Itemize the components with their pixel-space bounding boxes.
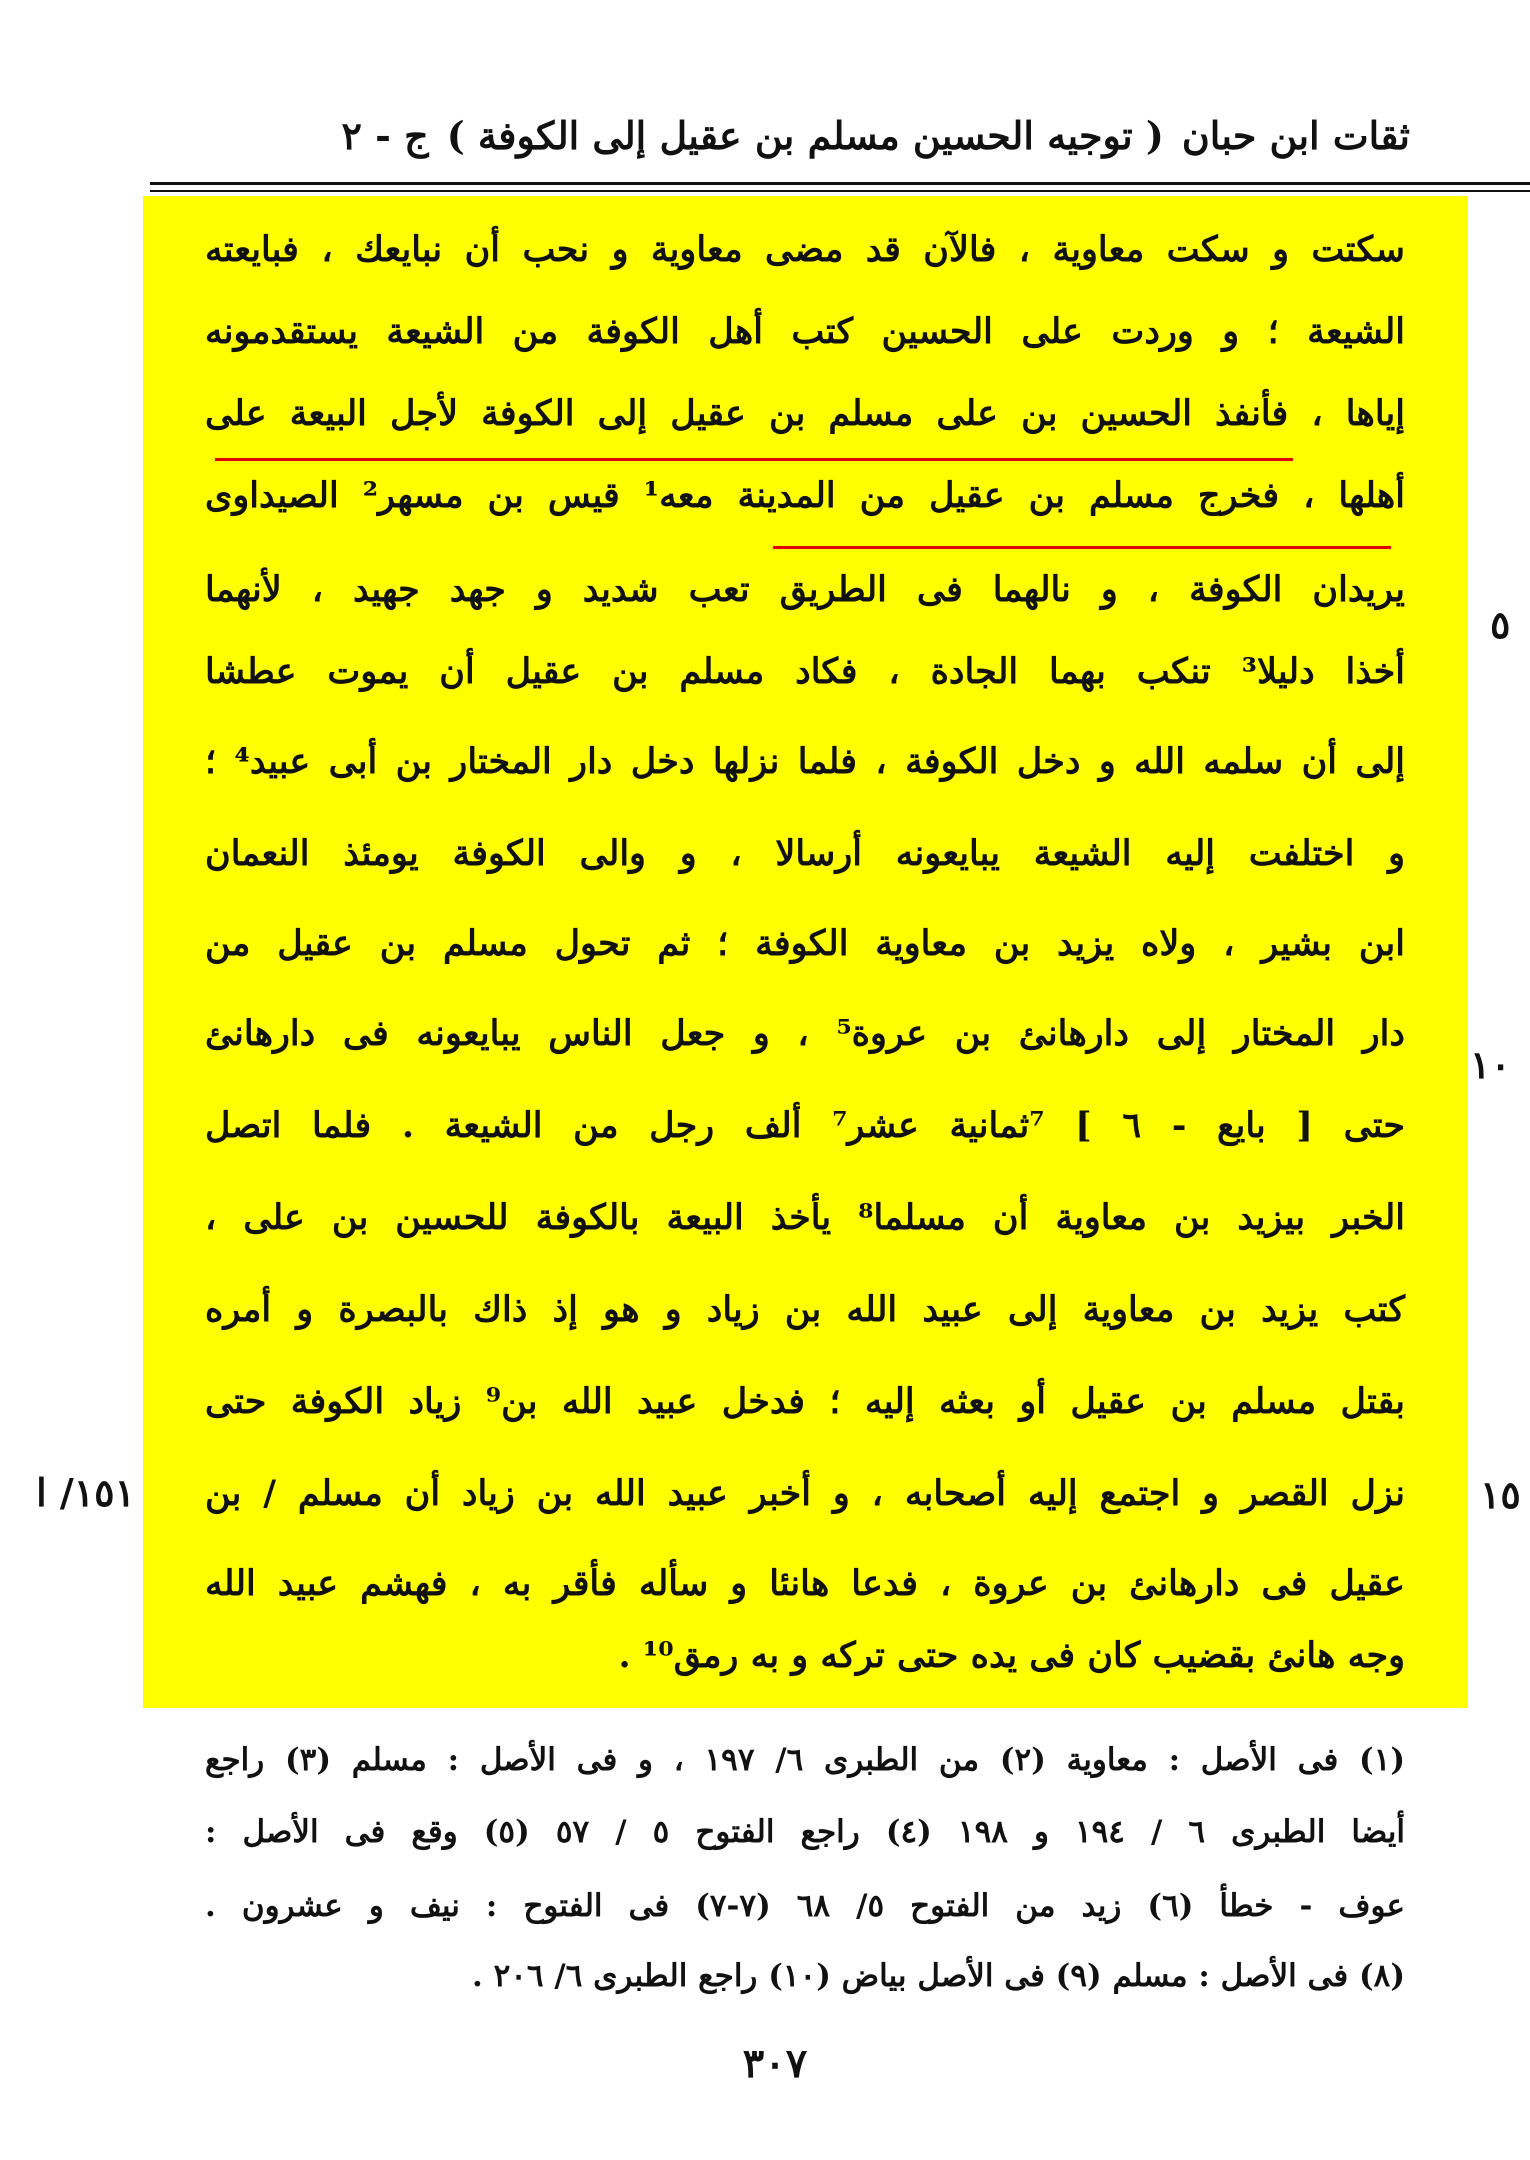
header-rule-thin (150, 190, 1530, 192)
line-number-15: ١٥ (1480, 1472, 1521, 1517)
red-underline (773, 546, 1391, 549)
body-line: حتى [ بايع - ٦ ] ⁷ثمانية عشر⁷ ألف رجل من الشيعة . فلما اتصل (205, 1105, 1405, 1146)
body-line: و اختلفت إليه الشيعة يبايعونه أرسالا ، و والى الكوفة يومئذ النعمان (205, 833, 1405, 874)
header-chapter-title: ( توجيه الحسين مسلم بن عقيل إلى الكوفة ) (446, 112, 1164, 158)
footnote-line: (١) فى الأصل : معاوية (٢) من الطبرى ٦/ ١٩٧ ، و فى الأصل : مسلم (٣) راجع (205, 1742, 1406, 1778)
body-line: سكتت و سكت معاوية ، فالآن قد مضى معاوية و نحب أن نبايعك ، فبايعته (205, 229, 1406, 270)
header-volume: ج - ٢ (341, 112, 429, 158)
body-line: عقيل فى دارهانئ بن عروة ، فدعا هانئا و سأله فأقر به ، فهشم عبيد الله (205, 1563, 1405, 1604)
body-line: إياها ، فأنفذ الحسين بن على مسلم بن عقيل إلى الكوفة لأجل البيعة على (205, 393, 1405, 434)
manuscript-folio-ref: ١٥١/ ا (36, 1470, 135, 1515)
footnote-line: أيضا الطبرى ٦ / ١٩٤ و ١٩٨ (٤) راجع الفتوح ٥ / ٥٧ (٥) وقع فى الأصل : (205, 1814, 1405, 1850)
line-number-5: ٥ (1490, 602, 1511, 647)
body-line: الخبر بيزيد بن معاوية أن مسلما⁸ يأخذ البيعة بالكوفة للحسين بن على ، (205, 1197, 1405, 1238)
body-line: إلى أن سلمه الله و دخل الكوفة ، فلما نزلها دخل دار المختار بن أبى عبيد⁴ ؛ (205, 741, 1405, 782)
body-line: دار المختار إلى دارهانئ بن عروة⁵ ، و جعل الناس يبايعونه فى دارهانئ (205, 1013, 1405, 1054)
body-line: أخذا دليلا³ تنكب بهما الجادة ، فكاد مسلم بن عقيل أن يموت عطشا (205, 651, 1405, 692)
body-line: كتب يزيد بن معاوية إلى عبيد الله بن زياد و هو إذ ذاك بالبصرة و أمره (205, 1289, 1405, 1330)
body-line: نزل القصر و اجتمع إليه أصحابه ، و أخبر عبيد الله بن زياد أن مسلم / بن (205, 1473, 1405, 1514)
red-underline (215, 458, 1293, 461)
body-line: ابن بشير ، ولاه يزيد بن معاوية الكوفة ؛ ثم تحول مسلم بن عقيل من (205, 923, 1405, 964)
header-rule-thick (150, 182, 1530, 185)
running-header (210, 100, 1410, 170)
body-line: بقتل مسلم بن عقيل أو بعثه إليه ؛ فدخل عبيد الله بن⁹ زياد الكوفة حتى (205, 1381, 1405, 1422)
header-book-title: ثقات ابن حبان (1181, 112, 1410, 158)
body-line: يريدان الكوفة ، و نالهما فى الطريق تعب شديد و جهد جهيد ، لأنهما (205, 569, 1405, 610)
body-line: الشيعة ؛ و وردت على الحسين كتب أهل الكوفة من الشيعة يستقدمونه (205, 311, 1405, 352)
page-number: ٣٠٧ (742, 2040, 808, 2087)
footnote-line: (٨) فى الأصل : مسلم (٩) فى الأصل بياض (١٠) راجع الطبرى ٦/ ٢٠٦ . (472, 1958, 1405, 1994)
body-line: أهلها ، فخرج مسلم بن عقيل من المدينة معه¹ قيس بن مسهر² الصيداوى (205, 475, 1405, 516)
line-number-10: ١٠ (1470, 1042, 1511, 1087)
body-line: وجه هانئ بقضيب كان فى يده حتى تركه و به رمق¹⁰ . (618, 1635, 1405, 1676)
footnote-line: عوف - خطأ (٦) زيد من الفتوح ٥/ ٦٨ (٧-٧) فى الفتوح : نيف و عشرون . (205, 1888, 1406, 1924)
